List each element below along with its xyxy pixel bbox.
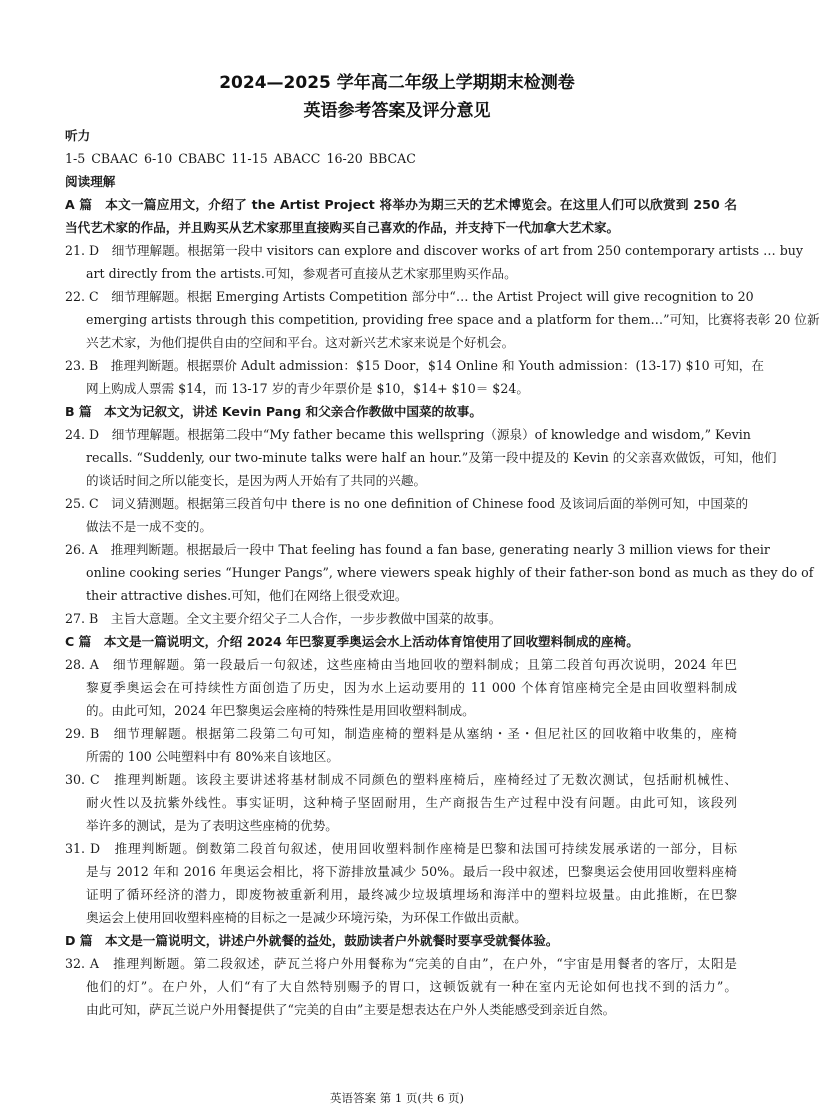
page-title: 2024—2025 学年高二年级上学期期末检测卷 <box>219 73 575 93</box>
question-explanation-line: 他们的灯”。在户外，人们“有了大自然特别赐予的胃口，这顿饭就有一种在室内无论如何也找不到的活力”。 <box>86 979 737 994</box>
passage-summary-line: D 篇 本文是一篇说明文，讲述户外就餐的益处，鼓励读者户外就餐时要享受就餐体验。 <box>65 933 559 948</box>
question-answer-line: 29. B 细节理解题。根据第二段第二句可知，制造座椅的塑料是从塞纳・圣・但尼社区的回收箱中收集的，座椅 <box>65 726 737 741</box>
question-explanation-line: 证明了循环经济的潜力，即废物被重新利用，最终减少垃圾填埋场和海洋中的塑料垃圾量。由此推断，在巴黎 <box>86 887 737 902</box>
question-explanation-line: recalls. “Suddenly, our two-minute talks were half an hour.”及第一段中提及的 Kevin 的父亲喜欢做饭，可知，他们 <box>86 450 777 465</box>
page-subtitle: 英语参考答案及评分意见 <box>303 101 491 121</box>
question-answer-line: 21. D 细节理解题。根据第一段中 visitors can explore and discover works of art from 250 contemporary artists … buy <box>65 243 804 258</box>
question-explanation-line: 奥运会上使用回收塑料座椅的目标之一是减少环境污染，为环保工作做出贡献。 <box>86 910 527 925</box>
question-explanation-line: their attractive dishes.可知，他们在网络上很受欢迎。 <box>86 588 408 603</box>
question-answer-line: 22. C 细节理解题。根据 Emerging Artists Competition 部分中“… the Artist Project will give recognition to 20 <box>65 289 754 304</box>
question-explanation-line: online cooking series “Hunger Pangs”, where viewers speak highly of their father-son bond as much as they do of <box>86 565 814 580</box>
question-explanation-line: emerging artists through this competition, providing free space and a platform for them…”可知，比赛将表彰 20 位新 <box>86 312 820 327</box>
question-explanation-line: 做法不是一成不变的。 <box>86 519 212 534</box>
question-explanation-line: 的谈话时间之所以能变长，是因为两人开始有了共同的兴趣。 <box>86 473 427 488</box>
question-answer-line: 28. A 细节理解题。第一段最后一句叙述，这些座椅由当地回收的塑料制成；且第二段首句再次说明，2024 年巴 <box>65 657 737 672</box>
question-explanation-line: 所需的 100 公吨塑料中有 80%来自该地区。 <box>86 749 339 764</box>
listening-answers: 1-5 CBAAC 6-10 CBABC 11-15 ABACC 16-20 BBCAC <box>65 151 416 166</box>
passage-summary-line: 当代艺术家的作品，并且购买从艺术家那里直接购买自己喜欢的作品，并支持下一代加拿大艺术家。 <box>65 220 620 235</box>
question-explanation-line: 是与 2012 年和 2016 年奥运会相比，将下游排放量减少 50%。最后一段中叙述，巴黎奥运会使用回收塑料座椅 <box>86 864 737 879</box>
question-answer-line: 31. D 推理判断题。倒数第二段首句叙述，使用回收塑料制作座椅是巴黎和法国可持续发展承诺的一部分，目标 <box>65 841 737 856</box>
question-explanation-line: 黎夏季奥运会在可持续性方面创造了历史，因为水上运动要用的 11 000 个体育馆座椅完全是由回收塑料制成 <box>86 680 737 695</box>
question-answer-line: 24. D 细节理解题。根据第二段中“My father became this wellspring（源泉）of knowledge and wisdom,” Kevin <box>65 427 751 442</box>
question-answer-line: 30. C 推理判断题。该段主要讲述将基材制成不同颜色的塑料座椅后，座椅经过了无数次测试，包括耐机械性、 <box>65 772 737 787</box>
question-answer-line: 27. B 主旨大意题。全文主要介绍父子二人合作，一步步教做中国菜的故事。 <box>65 611 502 626</box>
passage-summary-line: A 篇 本文一篇应用文，介绍了 the Artist Project 将举办为期三天的艺术博览会。在这里人们可以欣赏到 250 名 <box>65 197 737 212</box>
question-answer-line: 32. A 推理判断题。第二段叙述，萨瓦兰将户外用餐称为“完美的自由”，在户外，“宇宙是用餐者的客厅，太阳是 <box>65 956 737 971</box>
question-explanation-line: 兴艺术家，为他们提供自由的空间和平台。这对新兴艺术家来说是个好机会。 <box>86 335 515 350</box>
passage-summary-line: C 篇 本文是一篇说明文，介绍 2024 年巴黎夏季奥运会水上活动体育馆使用了回收塑料制成的座椅。 <box>65 634 639 649</box>
question-explanation-line: 由此可知，萨瓦兰说户外用餐提供了“完美的自由”主要是想表达在户外人类能感受到亲近自然。 <box>86 1002 616 1017</box>
question-explanation-line: art directly from the artists.可知，参观者可直接从艺术家那里购买作品。 <box>86 266 517 281</box>
reading-heading: 阅读理解 <box>65 174 116 189</box>
listening-heading: 听力 <box>65 128 91 143</box>
question-explanation-line: 的。由此可知，2024 年巴黎奥运会座椅的特殊性是用回收塑料制成。 <box>86 703 475 718</box>
question-answer-line: 23. B 推理判断题。根据票价 Adult admission：$15 Door，$14 Online 和 Youth admission：(13-17) $10 可知，在 <box>65 358 764 373</box>
passage-summary-line: B 篇 本文为记叙文，讲述 Kevin Pang 和父亲合作教做中国菜的故事。 <box>65 404 482 419</box>
question-explanation-line: 耐火性以及抗紫外线性。事实证明，这种椅子坚固耐用，生产商报告生产过程中没有问题。由此可知，该段列 <box>86 795 737 810</box>
question-explanation-line: 举许多的测试，是为了表明这些座椅的优势。 <box>86 818 338 833</box>
question-explanation-line: 网上购成人票需 $14，而 13-17 岁的青少年票价是 $10，$14+ $10＝ $24。 <box>86 381 529 396</box>
question-answer-line: 26. A 推理判断题。根据最后一段中 That feeling has found a fan base, generating nearly 3 million views for their <box>65 542 770 557</box>
question-answer-line: 25. C 词义猜测题。根据第三段首句中 there is no one definition of Chinese food 及该词后面的举例可知，中国菜的 <box>65 496 749 511</box>
page-footer: 英语答案 第 1 页(共 6 页) <box>330 1091 464 1105</box>
